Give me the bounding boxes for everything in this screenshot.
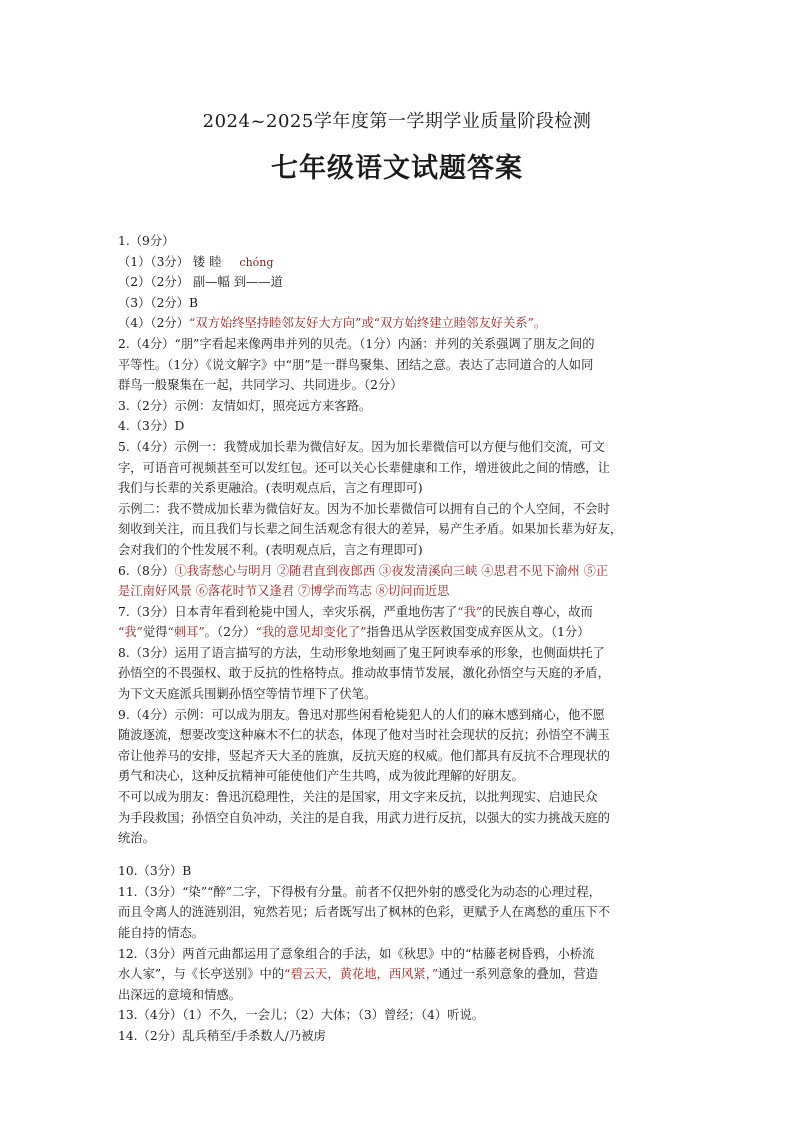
answer-5-line-2: 字，可语音可视频甚至可以发红包。还可以关心长辈健康和工作，增进彼此之间的情感，让 [118,460,610,475]
highlighted-quote: “刺耳” [167,625,205,640]
answer-1-part-2: （2）（2分） 副—幅 到——道 [118,275,283,290]
answer-10: 10.（3分）B [118,864,192,879]
answer-8-line-2: 孙悟空的不畏强权、敢于反抗的性格特点。推动故事情节发展，激化孙悟空与天庭的矛盾， [118,666,610,681]
answer-1-heading: 1.（9分） [118,234,175,248]
answer-5-line-5: 刻收到关注，而且我们与长辈之间生活观念有很大的差异，易产生矛盾。如果加长辈为好友， [118,522,623,537]
highlighted-answer: ①我寄愁心与明月 ②随君直到夜郎西 ③夜发清溪向三峡 ④思君不见下渝州 ⑤正 [174,563,609,578]
answer-1-part-1: （1）（3分） 镂 睦 chóng [118,254,274,269]
exam-subtitle: 2024~2025学年度第一学期学业质量阶段检测 [202,111,592,132]
answer-14: 14.（2分）乱兵稍至/手杀数人/乃被虏 [118,1028,326,1043]
answer-11-line-2: 而且令离人的涟涟别泪，宛然若见；后者既写出了枫林的色彩，更赋予人在离愁的重压下不 [118,905,610,920]
answer-2-line-2: 平等性。（1分）《说文解字》中“朋”是一群鸟聚集、团结之意。表达了志同道合的人如同 [118,357,594,372]
answer-6-line-2: 是江南好风景 ⑥落花时节又逢君 ⑦博学而笃志 ⑧切问而近思 [118,584,450,599]
answer-9-line-1: 9.（4分）示例：可以成为朋友。鲁迅对那些闲看枪毙犯人的人们的麻木感到痛心，他不愿 [118,707,605,722]
highlighted-quote: “我” [457,604,483,619]
answer-13: 13.（4分）（1）不久，一会儿；（2）大体；（3）曾经；（4）听说。 [118,1008,485,1023]
answer-11-line-1: 11.（3分）“染”“醉”二字，下得极有分量。前者不仅把外射的感受化为动态的心理过程， [118,884,601,899]
answer-3: 3.（2分）示例：友情如灯，照亮远方来客路。 [118,398,372,413]
answer-6-line-1: 6.（8分）①我寄愁心与明月 ②随君直到夜郎西 ③夜发清溪向三峡 ④思君不见下渝州 ⑤正 [118,563,609,578]
answer-7-line-2: “我”觉得“刺耳”。（2分）“我的意见却变化了”指鲁迅从学医救国变成弃医从文。（1分） [118,625,590,640]
highlighted-quote: “我的意见却变化了” [255,625,367,640]
answer-12-line-3: 出深远的意境和情感。 [118,987,241,1002]
answer-8-line-3: 为下文天庭派兵围剿孙悟空等情节埋下了伏笔。 [118,687,377,702]
answer-9-line-3: 帝让他养马的安排，竖起齐天大圣的旌旗，反抗天庭的权威。他们都具有反抗不合理现状的 [118,748,610,763]
highlighted-quote: “碧云天，黄花地，西风紧，” [284,967,439,982]
answer-9-line-7: 统治。 [118,831,155,846]
answer-9-line-6: 为手段救国；孙悟空自负冲动，关注的是自我，用武力进行反抗，以强大的实力挑战天庭的 [118,810,610,825]
answer-5-line-1: 5.（4分）示例一：我赞成加长辈为微信好友。因为加长辈微信可以方便与他们交流，可文 [118,439,605,454]
answer-5-line-3: 我们与长辈的关系更融洽。(表明观点后，言之有理即可) [118,481,423,496]
page-title: 七年级语文试题答案 [271,153,523,184]
answer-12-line-1: 12.（3分）两首元曲都运用了意象组合的手法，如《秋思》中的“枯藤老树昏鸦，小桥流 [118,946,595,961]
answer-1-part-4: （4）（2分）“双方始终坚持睦邻友好大方向”或“双方始终建立睦邻友好关系”。 [118,316,547,331]
pinyin-note: chóng [239,255,274,269]
answer-5-line-4: 示例二：我不赞成加长辈为微信好友。因为不加长辈微信可以拥有自己的个人空间，不会时 [118,501,610,516]
answer-11-line-3: 能自持的情态。 [118,926,205,940]
answer-2-line-1: 2.（4分）“朋”字看起来像两串并列的贝壳。（1分）内涵：并列的关系强调了朋友之间的 [118,336,595,351]
answer-4: 4.（3分）D [118,419,185,434]
answer-list [118,231,680,1047]
answer-5-line-6: 会对我们的个性发展不利。(表明观点后，言之有理即可) [118,542,423,557]
answer-9-line-4: 勇气和决心，这种反抗精神可能使他们产生共鸣，成为彼此理解的好朋友。 [118,769,524,784]
answer-7-line-1: 7.（3分）日本青年看到枪毙中国人，幸灾乐祸，严重地伤害了“我”的民族自尊心，故而 [118,604,593,619]
answer-1-part-3: （3）（2分）B [118,295,199,310]
answer-8-line-1: 8.（3分）运用了语言描写的方法，生动形象地刻画了鬼王阿谀奉承的形象，也侧面烘托了 [118,645,605,660]
answer-9-line-2: 随波逐流，想要改变这种麻木不仁的状态，体现了他对当时社会现状的反抗；孙悟空不满玉 [118,728,610,743]
highlighted-quote: “我” [118,625,143,640]
highlighted-answer: “双方始终坚持睦邻友好大方向”或“双方始终建立睦邻友好关系”。 [188,316,547,331]
answer-9-line-5: 不可以成为朋友：鲁迅沉稳理性，关注的是国家，用文字来反抗，以批判现实、启迪民众 [118,790,598,805]
answer-2-line-3: 群鸟一般聚集在一起，共同学习、共同进步。（2分） [118,378,403,393]
answer-12-line-2: 水人家”，与《长亭送别》中的“碧云天，黄花地，西风紧，”通过一系列意象的叠加，营造 [118,967,599,982]
